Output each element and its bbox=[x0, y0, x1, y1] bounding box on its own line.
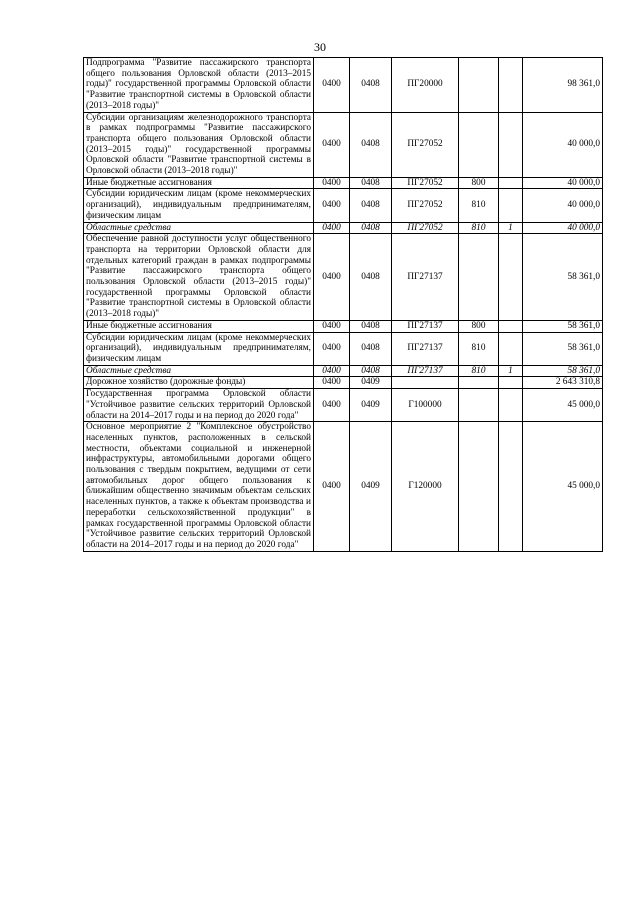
target-article-cell: ПГ27137 bbox=[392, 332, 459, 365]
amount-cell: 58 361,0 bbox=[523, 365, 603, 377]
item-name-cell: Подпрограмма "Развитие пассажирского транспорта общего пользования Орловской области (2013–2015 годы)" государственной программы Орловской области "Развитие транспортной системы в Орловской области (2013–2018 годы)" bbox=[84, 58, 314, 113]
subsection-code-cell: 0409 bbox=[350, 377, 392, 389]
subsection-code-cell: 0408 bbox=[350, 189, 392, 222]
table-row bbox=[84, 320, 603, 332]
section-code-cell: 0400 bbox=[314, 58, 350, 113]
target-article-cell: ПГ27052 bbox=[392, 177, 459, 189]
expense-type-cell: 810 bbox=[459, 332, 499, 365]
expense-type-cell bbox=[459, 422, 499, 551]
section-code-cell: 0400 bbox=[314, 320, 350, 332]
target-article-cell: ПГ27137 bbox=[392, 234, 459, 321]
item-name-cell: Государственная программа Орловской области "Устойчивое развитие сельских территорий Орловской области на 2014–2017 годы и на период до 2020 года" bbox=[84, 389, 314, 422]
item-name-cell: Дорожное хозяйство (дорожные фонды) bbox=[84, 377, 314, 389]
funding-source-cell bbox=[499, 332, 523, 365]
amount-cell: 58 361,0 bbox=[523, 320, 603, 332]
funding-source-cell bbox=[499, 422, 523, 551]
amount-cell: 58 361,0 bbox=[523, 234, 603, 321]
section-code-cell: 0400 bbox=[314, 332, 350, 365]
budget-table bbox=[83, 57, 603, 552]
section-code-cell: 0400 bbox=[314, 189, 350, 222]
expense-type-cell: 800 bbox=[459, 177, 499, 189]
funding-source-cell bbox=[499, 320, 523, 332]
subsection-code-cell: 0408 bbox=[350, 320, 392, 332]
amount-cell: 40 000,0 bbox=[523, 177, 603, 189]
table-row bbox=[84, 234, 603, 321]
item-name-cell: Субсидии юридическим лицам (кроме некоммерческих организаций), индивидуальным предпринимателям, физическим лицам bbox=[84, 189, 314, 222]
table-row bbox=[84, 422, 603, 551]
table-row bbox=[84, 112, 603, 177]
section-code-cell: 0400 bbox=[314, 112, 350, 177]
target-article-cell: ПГ27137 bbox=[392, 320, 459, 332]
table-row bbox=[84, 332, 603, 365]
funding-source-cell bbox=[499, 234, 523, 321]
table-row bbox=[84, 377, 603, 389]
item-name-cell: Иные бюджетные ассигнования bbox=[84, 177, 314, 189]
target-article-cell: ПГ27052 bbox=[392, 222, 459, 234]
amount-cell: 40 000,0 bbox=[523, 222, 603, 234]
amount-cell: 2 643 310,8 bbox=[523, 377, 603, 389]
expense-type-cell bbox=[459, 377, 499, 389]
item-name-cell: Субсидии организациям железнодорожного транспорта в рамках подпрограммы "Развитие пассажирского транспорта общего пользования Орловской области (2013–2015 годы)" государственной программы Орловской области "Развитие транспортной системы в Орловской области (2013–2018 годы)" bbox=[84, 112, 314, 177]
table-row bbox=[84, 222, 603, 234]
item-name-cell: Иные бюджетные ассигнования bbox=[84, 320, 314, 332]
subsection-code-cell: 0408 bbox=[350, 112, 392, 177]
target-article-cell bbox=[392, 377, 459, 389]
expense-type-cell bbox=[459, 112, 499, 177]
target-article-cell: ПГ27137 bbox=[392, 365, 459, 377]
subsection-code-cell: 0408 bbox=[350, 177, 392, 189]
item-name-cell: Субсидии юридическим лицам (кроме некоммерческих организаций), индивидуальным предпринимателям, физическим лицам bbox=[84, 332, 314, 365]
section-code-cell: 0400 bbox=[314, 377, 350, 389]
subsection-code-cell: 0408 bbox=[350, 222, 392, 234]
target-article-cell: ПГ20000 bbox=[392, 58, 459, 113]
target-article-cell: Г120000 bbox=[392, 422, 459, 551]
section-code-cell: 0400 bbox=[314, 365, 350, 377]
expense-type-cell bbox=[459, 58, 499, 113]
funding-source-cell bbox=[499, 112, 523, 177]
funding-source-cell bbox=[499, 58, 523, 113]
table-row bbox=[84, 58, 603, 113]
target-article-cell: ПГ27052 bbox=[392, 189, 459, 222]
funding-source-cell bbox=[499, 389, 523, 422]
table-row bbox=[84, 389, 603, 422]
amount-cell: 40 000,0 bbox=[523, 112, 603, 177]
table-row bbox=[84, 177, 603, 189]
section-code-cell: 0400 bbox=[314, 177, 350, 189]
item-name-cell: Обеспечение равной доступности услуг общественного транспорта на территории Орловской области для отдельных категорий граждан в рамках подпрограммы "Развитие пассажирского транспорта общего пользования Орловской области (2013–2015 годы)" государственной программы Орловской области "Развитие транспортной системы в Орловской области (2013–2018 годы)" bbox=[84, 234, 314, 321]
amount-cell: 40 000,0 bbox=[523, 189, 603, 222]
subsection-code-cell: 0408 bbox=[350, 58, 392, 113]
section-code-cell: 0400 bbox=[314, 222, 350, 234]
amount-cell: 45 000,0 bbox=[523, 389, 603, 422]
budget-table-body bbox=[84, 58, 603, 552]
subsection-code-cell: 0409 bbox=[350, 422, 392, 551]
item-name-cell: Основное мероприятие 2 "Комплексное обустройство населенных пунктов, расположенных в сельской местности, объектами социальной и инженерной инфраструктуры, автомобильными дорогами общего пользования с твердым покрытием, ведущими от сети автомобильных дорог общего пользования к ближайшим общественно значимым объектам сельских населенных пунктов, а также к объектам производства и переработки сельскохозяйственной продукции" в рамках государственной программы Орловской области "Устойчивое развитие сельских территорий Орловской области на 2014–2017 годы и на период до 2020 года" bbox=[84, 422, 314, 551]
table-row bbox=[84, 365, 603, 377]
funding-source-cell bbox=[499, 189, 523, 222]
target-article-cell: Г100000 bbox=[392, 389, 459, 422]
expense-type-cell: 810 bbox=[459, 189, 499, 222]
amount-cell: 98 361,0 bbox=[523, 58, 603, 113]
subsection-code-cell: 0409 bbox=[350, 389, 392, 422]
expense-type-cell: 800 bbox=[459, 320, 499, 332]
expense-type-cell: 810 bbox=[459, 365, 499, 377]
subsection-code-cell: 0408 bbox=[350, 234, 392, 321]
amount-cell: 45 000,0 bbox=[523, 422, 603, 551]
target-article-cell: ПГ27052 bbox=[392, 112, 459, 177]
expense-type-cell: 810 bbox=[459, 222, 499, 234]
section-code-cell: 0400 bbox=[314, 389, 350, 422]
table-row bbox=[84, 189, 603, 222]
section-code-cell: 0400 bbox=[314, 234, 350, 321]
subsection-code-cell: 0408 bbox=[350, 332, 392, 365]
funding-source-cell bbox=[499, 177, 523, 189]
section-code-cell: 0400 bbox=[314, 422, 350, 551]
funding-source-cell: 1 bbox=[499, 222, 523, 234]
expense-type-cell bbox=[459, 234, 499, 321]
expense-type-cell bbox=[459, 389, 499, 422]
page-number: 30 bbox=[314, 40, 326, 54]
funding-source-cell bbox=[499, 377, 523, 389]
amount-cell: 58 361,0 bbox=[523, 332, 603, 365]
subsection-code-cell: 0408 bbox=[350, 365, 392, 377]
funding-source-cell: 1 bbox=[499, 365, 523, 377]
item-name-cell: Областные средства bbox=[84, 365, 314, 377]
item-name-cell: Областные средства bbox=[84, 222, 314, 234]
